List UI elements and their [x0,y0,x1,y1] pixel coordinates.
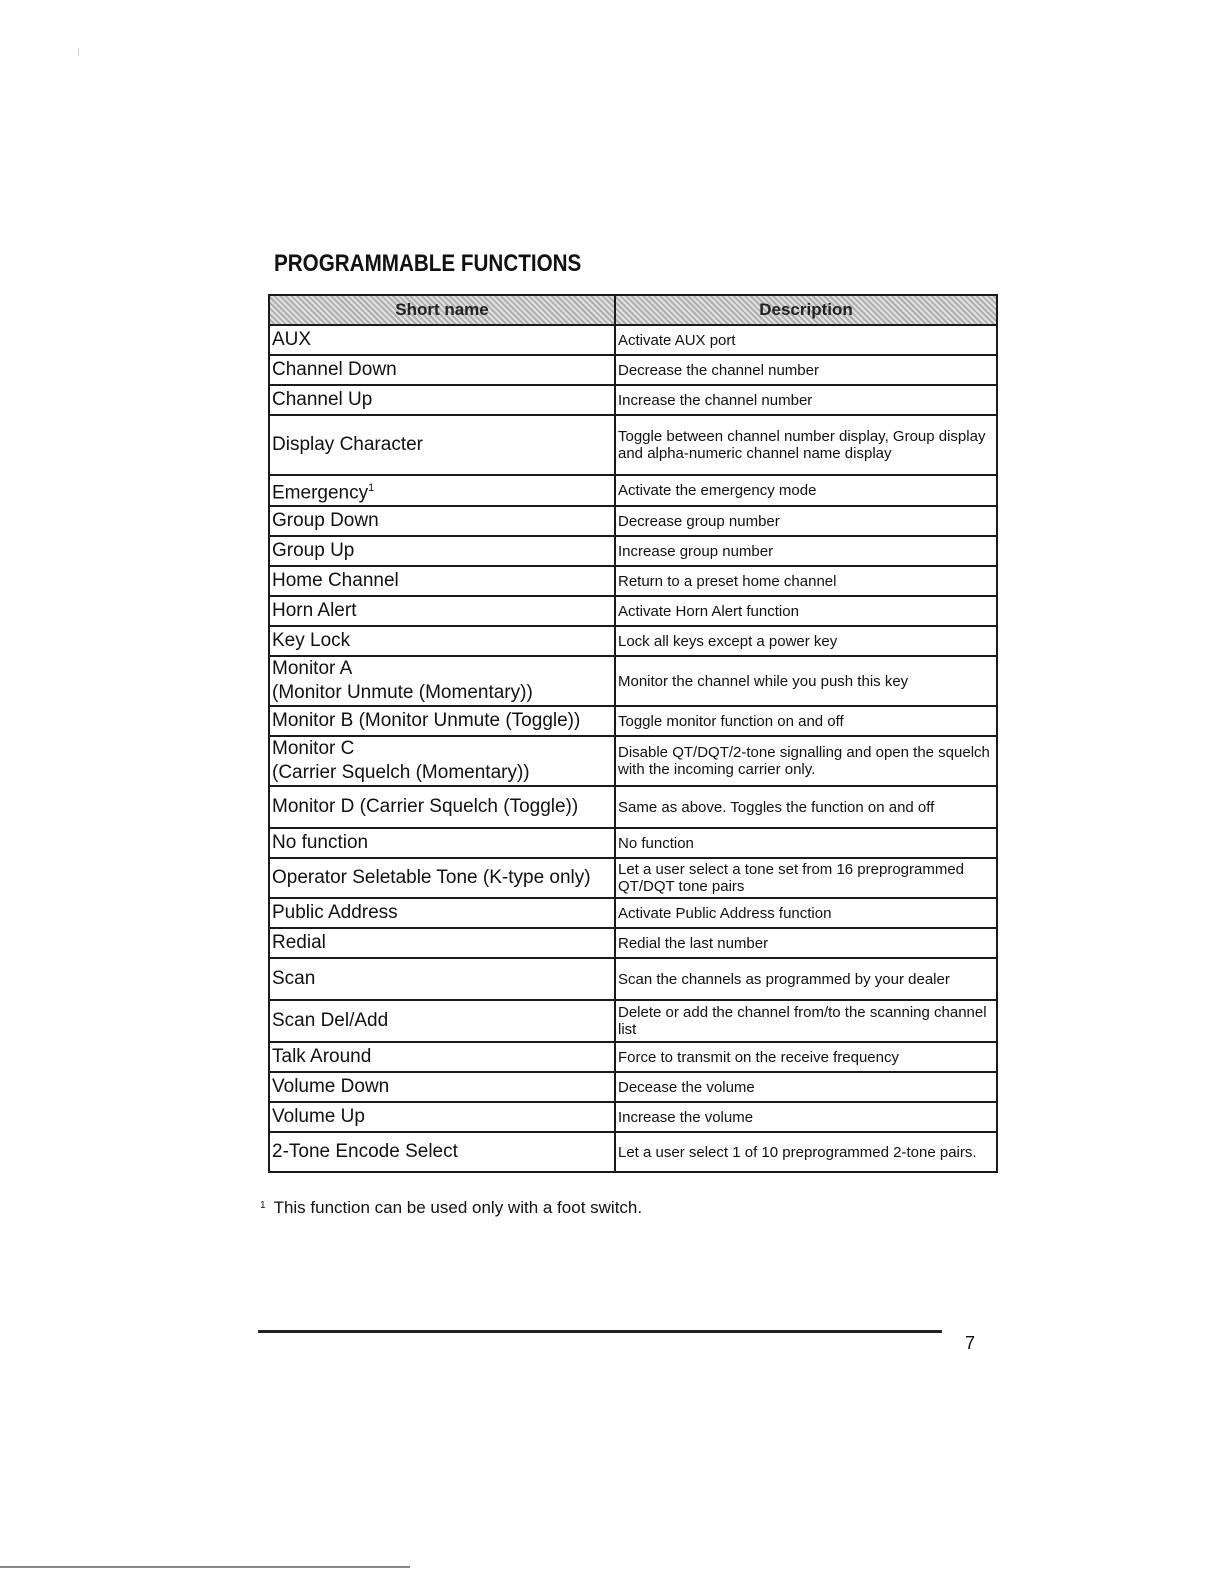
function-name-line1: Monitor C [272,738,355,760]
function-name-line2: (Carrier Squelch (Momentary)) [272,762,530,784]
function-name: Public Address [269,898,615,928]
function-description: Monitor the channel while you push this key [615,656,997,706]
function-name: No function [269,828,615,858]
function-description: Increase the volume [615,1102,997,1132]
function-description: Scan the channels as programmed by your dealer [615,958,997,1000]
table-row [269,355,997,385]
function-description: Let a user select a tone set from 16 preprogrammed QT/DQT tone pairs [615,858,997,898]
function-name [269,736,615,786]
table-row [269,536,997,566]
function-name: Monitor D (Carrier Squelch (Toggle)) [269,786,615,828]
table-row [269,596,997,626]
function-description: Disable QT/DQT/2-tone signalling and open the squelch with the incoming carrier only. [615,736,997,786]
table-row [269,475,997,506]
function-description: Redial the last number [615,928,997,958]
table-row [269,385,997,415]
function-name [269,656,615,706]
scan-artifact [0,1566,410,1568]
function-description: Toggle monitor function on and off [615,706,997,736]
table-row [269,1000,997,1042]
function-name: AUX [269,325,615,355]
footnote-text: This function can be used only with a foot switch. [273,1198,643,1217]
function-description: Activate AUX port [615,325,997,355]
table-row [269,736,997,786]
function-name-line2: (Monitor Unmute (Momentary)) [272,682,533,704]
function-name: 2-Tone Encode Select [269,1132,615,1172]
function-name: Group Up [269,536,615,566]
function-description: Lock all keys except a power key [615,626,997,656]
table-row [269,958,997,1000]
table-row [269,1102,997,1132]
function-name: Horn Alert [269,596,615,626]
table-header-row [269,295,997,325]
functions-table [268,294,998,1173]
table-row [269,325,997,355]
table-row [269,898,997,928]
table-row [269,928,997,958]
function-name: Channel Up [269,385,615,415]
footer-rule [258,1330,942,1333]
function-name: Group Down [269,506,615,536]
function-description: Activate Horn Alert function [615,596,997,626]
function-name: Scan Del/Add [269,1000,615,1042]
function-description: Let a user select 1 of 10 preprogrammed 2-tone pairs. [615,1132,997,1172]
table-row [269,506,997,536]
function-name: Volume Down [269,1072,615,1102]
function-name: Volume Up [269,1102,615,1132]
function-description: No function [615,828,997,858]
page-number: 7 [965,1333,976,1353]
function-description: Same as above. Toggles the function on and off [615,786,997,828]
table-row [269,858,997,898]
table-row [269,626,997,656]
function-name [269,475,615,506]
footnote-marker: 1 [260,1200,266,1211]
function-description: Delete or add the channel from/to the scanning channel list [615,1000,997,1042]
header-short-name: Short name [269,295,615,325]
function-description: Decrease group number [615,506,997,536]
function-description: Force to transmit on the receive frequency [615,1042,997,1072]
function-name: Home Channel [269,566,615,596]
function-description: Decrease the channel number [615,355,997,385]
function-description: Return to a preset home channel [615,566,997,596]
function-description: Decease the volume [615,1072,997,1102]
function-name-line1: Monitor A [272,658,353,680]
function-name-text: Emergency [272,482,369,504]
function-name: Redial [269,928,615,958]
function-description: Increase the channel number [615,385,997,415]
function-name: Operator Seletable Tone (K-type only) [269,858,615,898]
function-description: Activate the emergency mode [615,475,997,506]
footnote [260,1198,642,1218]
page-title: PROGRAMMABLE FUNCTIONS [274,250,582,277]
table-row [269,1132,997,1172]
table-row [269,706,997,736]
table-row [269,656,997,706]
function-name: Scan [269,958,615,1000]
header-description: Description [615,295,997,325]
function-name: Talk Around [269,1042,615,1072]
function-description: Activate Public Address function [615,898,997,928]
table-row [269,786,997,828]
table-row [269,828,997,858]
table-row [269,415,997,475]
function-description: Increase group number [615,536,997,566]
table-row [269,566,997,596]
scan-artifact [78,48,79,56]
function-name: Channel Down [269,355,615,385]
function-name: Monitor B (Monitor Unmute (Toggle)) [269,706,615,736]
function-description: Toggle between channel number display, Group display and alpha-numeric channel name display [615,415,997,475]
function-name: Key Lock [269,626,615,656]
footnote-ref: 1 [368,482,375,494]
table-row [269,1042,997,1072]
table-row [269,1072,997,1102]
function-name: Display Character [269,415,615,475]
